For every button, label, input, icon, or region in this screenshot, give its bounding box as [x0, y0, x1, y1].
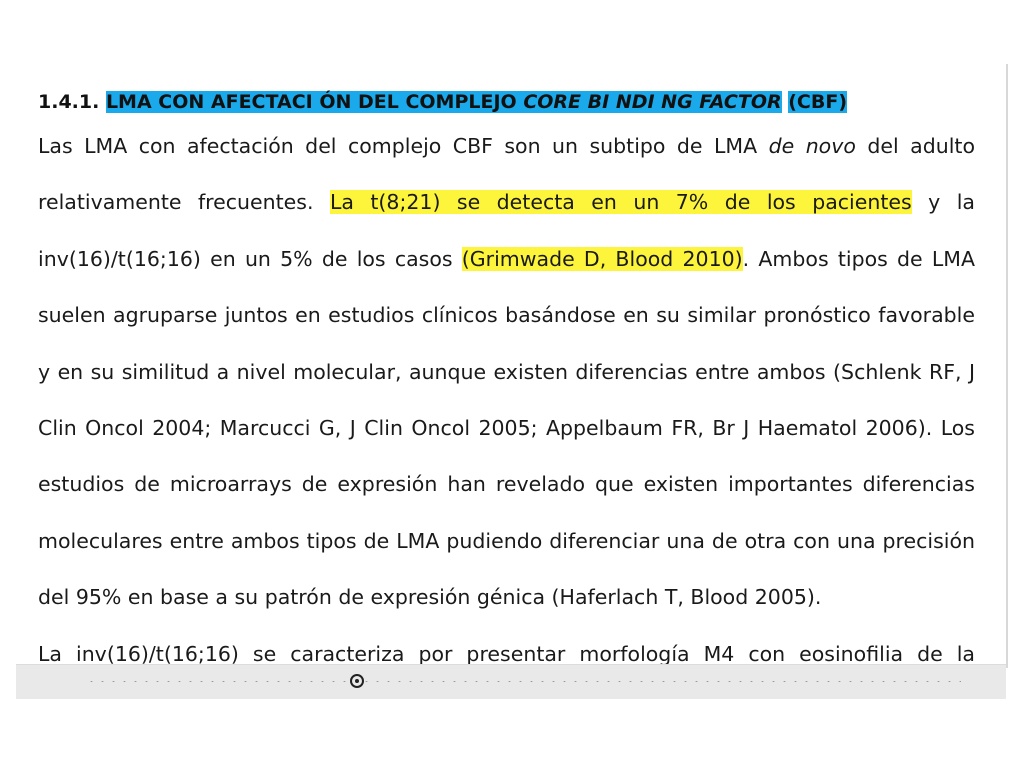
heading-text: LMA CON AFECTACI ÓN DEL COMPLEJO	[105, 91, 517, 113]
text-run: y la	[928, 190, 975, 215]
page-scrubber-bar	[16, 664, 1006, 699]
italic-run: de novo	[768, 134, 856, 158]
section-heading	[38, 86, 975, 118]
section-number: 1.4.1.	[38, 91, 100, 113]
text-run: Las LMA con afectación del complejo CBF son un subtipo de LMA	[38, 134, 758, 158]
text-run: relativamente frecuentes.	[38, 190, 314, 215]
document-page	[38, 86, 975, 664]
paragraph-line-3	[38, 231, 975, 287]
heading-acronym: (CBF)	[788, 91, 848, 113]
text-run: . Ambos tipos de LMA	[742, 246, 975, 271]
paragraph-line-6: Clin Oncol 2004; Marcucci G, J Clin Oncol 2005; Appelbaum FR, Br J Haematol 2006). Los	[38, 415, 975, 440]
paragraph-line-1	[38, 118, 975, 174]
yellow-highlight: La t(8;21) se detecta en un 7% de los pacientes	[329, 190, 912, 215]
paragraph-line-7: estudios de microarrays de expresión han revelado que existen importantes diferencias	[38, 472, 975, 497]
heading-italic-text: CORE BI NDI NG FACTOR	[523, 91, 782, 113]
paragraph-line-2	[38, 174, 975, 230]
page-scrubber-track[interactable]	[86, 680, 961, 682]
paragraph-line-4: suelen agruparse juntos en estudios clínicos basándose en su similar pronóstico favorable	[38, 303, 975, 328]
yellow-highlight: (Grimwade D, Blood 2010)	[461, 246, 743, 271]
highlighted-heading	[106, 91, 782, 113]
paragraph-line-9: del 95% en base a su patrón de expresión génica (Haferlach T, Blood 2005).	[38, 585, 822, 610]
page-edge	[1006, 64, 1008, 668]
paragraph-line-5: y en su similitud a nivel molecular, aunque existen diferencias entre ambos (Schlenk RF, J	[38, 359, 975, 384]
paragraph-line-8: moleculares entre ambos tipos de LMA pudiendo diferenciar una de otra con una precisión	[38, 528, 975, 553]
text-run: del adulto	[867, 134, 975, 158]
text-run: inv(16)/t(16;16) en un 5% de los casos	[38, 246, 453, 271]
scrubber-handle-icon[interactable]	[350, 674, 364, 688]
paragraph-line-10-partial: La inv(16)/t(16;16) se caracteriza por presentar morfología M4 con eosinofilia de la	[38, 641, 975, 664]
